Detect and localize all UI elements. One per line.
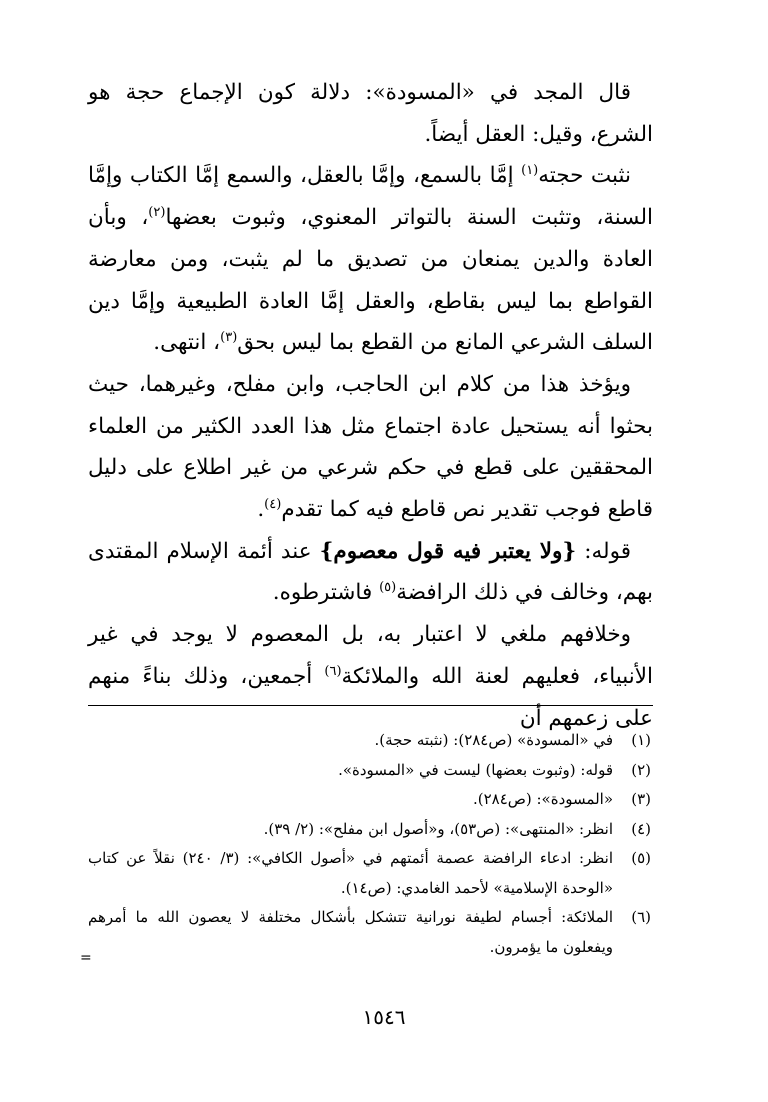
text-run: أجمعين، وذلك بناءً منهم على زعمهم أن: [88, 663, 653, 731]
footnote-1: [88, 726, 651, 756]
footnote-number: (٦): [631, 908, 651, 926]
footnote-ref-6: (٦): [324, 663, 342, 679]
text-run: إمَّا بالسمع، وإمَّا بالعقل، والسمع إمَّا الكتاب وإمَّا السنة، وتثبت السنة بالتواتر المعنوي، وثبوت بعضها: [88, 163, 653, 231]
text-run: عند أئمة الإسلام المقتدى بهم، وخالف في ذلك الرافضة: [88, 538, 653, 606]
footnote-number: (٤): [631, 819, 651, 838]
footnote-4: [88, 815, 651, 845]
footnote-text: انظر: ادعاء الرافضة عصمة أئمتهم في «أصول الكافي»: (٣/ ٢٤٠) نقلاً عن كتاب «الوحدة الإسلامية» لأحمد الغامدي: (ص١٤).: [88, 849, 613, 897]
text-run: ، انتهى.: [153, 330, 221, 356]
paragraph-1: قال المجد في «المسودة»: دلالة كون الإجماع حجة هو الشرع، وقيل: العقل أيضاً.: [88, 80, 653, 147]
paragraph-2: [88, 155, 653, 364]
page-number: ١٥٤٦: [362, 1005, 406, 1029]
paragraph-5: [88, 614, 653, 739]
footnote-number: (٥): [631, 849, 651, 867]
footnote-number: (٢): [631, 760, 651, 779]
footnote-number: (١): [631, 731, 651, 749]
footnote-text: في «المسودة» (ص٢٨٤): (نثبته حجة).: [374, 731, 613, 749]
text-run: ويؤخذ هذا من كلام ابن الحاجب، وابن مفلح، وغيرهما، حيث بحثوا أنه يستحيل عادة اجتماع مثل هذا العدد الكثير من العلماء المحققين على قطع في حكم شرعي من غير اطلاع على دليل قاطع فوجب تقدير نص قاطع فيه كما تقدم: [88, 371, 653, 523]
footnote-ref-5: (٥): [379, 580, 397, 596]
footnote-separator: [88, 705, 653, 706]
quoted-matn: {ولا يعتبر فيه قول معصوم}: [319, 538, 577, 564]
footnote-ref-2: (٢): [148, 205, 166, 221]
paragraph-4: [88, 531, 653, 614]
text-run: وخلافهم ملغي لا اعتبار به، بل المعصوم لا يوجد في غير الأنبياء، فعليهم لعنة الله والملائكة: [88, 622, 653, 689]
footnote-text: قوله: (وثبوت بعضها) ليست في «المسودة».: [338, 760, 613, 779]
text-run: نثبت حجته: [538, 163, 631, 189]
footnote-2: [88, 756, 651, 786]
footnote-6: [88, 903, 651, 962]
footnote-number: (٣): [631, 790, 651, 808]
footnote-5: [88, 844, 651, 903]
footnote-text: انظر: «المنتهى»: (ص٥٣)، و«أصول ابن مفلح»: (٢/ ٣٩).: [263, 819, 613, 838]
text-run: ، وبأن العادة والدين يمنعان من تصديق ما لم يثبت، ومن معارضة القواطع بما ليس بقاطع، والعقل إمَّا العادة الطبيعية وإمَّا دين السلف الشرعي المانع من القطع بما ليس بحق: [88, 205, 653, 356]
text-run: .: [257, 497, 265, 523]
paragraph-3: [88, 364, 653, 531]
text-run: قوله:: [576, 538, 631, 564]
footnote-text: «المسودة»: (ص٢٨٤).: [472, 790, 613, 808]
footnote-text: الملائكة: أجسام لطيفة نورانية تتشكل بأشكال مختلفة لا يعصون الله ما أمرهم ويفعلون ما يؤمرون.: [88, 908, 613, 956]
text-run: فاشترطوه.: [272, 580, 380, 606]
footnote-3: [88, 785, 651, 815]
footnotes: [88, 726, 651, 962]
footnote-ref-1: (١): [521, 163, 539, 179]
footnote-ref-4: (٤): [264, 497, 282, 513]
footnote-ref-3: (٣): [220, 330, 238, 346]
main-text: [88, 72, 653, 739]
continuation-mark: =: [80, 950, 92, 966]
